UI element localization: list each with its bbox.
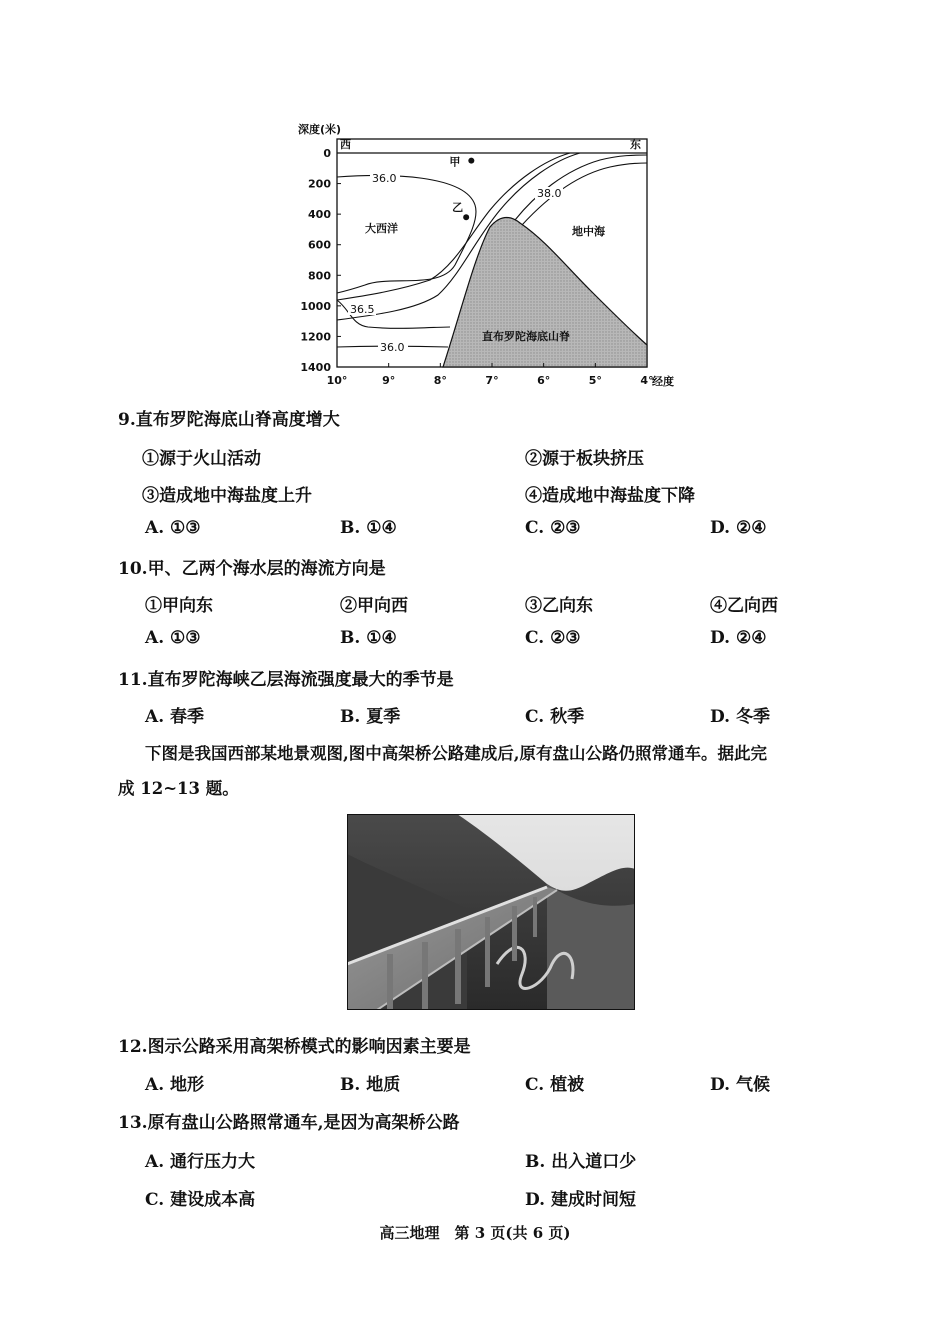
q10-statement-4: ④乙向西 [710, 596, 778, 616]
q12-option-c[interactable]: C. 植被 [525, 1075, 585, 1095]
q12-option-d[interactable]: D. 气候 [710, 1075, 770, 1095]
question-9-text: 直布罗陀海底山脊高度增大 [135, 410, 340, 430]
q13-option-b[interactable]: B. 出入道口少 [525, 1152, 637, 1172]
x-tick-label: 4° [640, 374, 654, 387]
q10-option-d[interactable]: D. ②④ [710, 628, 767, 648]
q13-option-d[interactable]: D. 建成时间短 [525, 1190, 636, 1210]
y-tick-group [300, 147, 341, 374]
seafloor-ridge [443, 217, 647, 367]
question-10-text: 甲、乙两个海水层的海流方向是 [147, 559, 386, 579]
q13-option-c[interactable]: C. 建设成本高 [145, 1190, 256, 1210]
question-10 [118, 554, 386, 579]
ocean-cross-section-chart [290, 115, 700, 395]
contour-38-0-a [515, 155, 647, 220]
q12-option-b[interactable]: B. 地质 [340, 1075, 401, 1095]
q13-option-a[interactable]: A. 通行压力大 [145, 1152, 256, 1172]
viaduct-landscape-photo [347, 814, 635, 1010]
x-tick-label: 7° [485, 374, 499, 387]
question-11-number: 11. [118, 670, 148, 690]
intro-line-2: 成 12~13 题。 [118, 779, 239, 798]
point-yi-label: 乙 [452, 201, 464, 215]
question-9 [118, 405, 340, 430]
x-tick-label: 8° [433, 374, 447, 387]
question-13-number: 13. [118, 1113, 148, 1133]
y-tick-label: 0 [323, 147, 331, 160]
q9-option-a[interactable]: A. ①③ [145, 518, 201, 538]
question-13-text: 原有盘山公路照常通车,是因为高架桥公路 [147, 1113, 460, 1133]
point-jia-label: 甲 [449, 155, 461, 169]
contour-label-38-0: 38.0 [537, 187, 562, 200]
q9-statement-3: ③造成地中海盐度上升 [142, 486, 312, 506]
x-axis-label: 经度 [652, 375, 674, 388]
q10-statement-3: ③乙向东 [525, 596, 593, 616]
q10-option-b[interactable]: B. ①④ [340, 628, 397, 648]
question-12-number: 12. [118, 1037, 148, 1057]
intro-line-1: 下图是我国西部某地景观图,图中高架桥公路建成后,原有盘山公路仍照常通车。据此完 [145, 744, 767, 763]
west-label: 西 [340, 138, 351, 151]
y-tick-label: 200 [308, 177, 331, 191]
x-tick-label: 9° [382, 374, 396, 387]
question-9-number: 9. [118, 410, 136, 430]
q11-option-c[interactable]: C. 秋季 [525, 707, 585, 727]
question-12-text: 图示公路采用高架桥模式的影响因素主要是 [147, 1037, 471, 1057]
contour-label-36-0-upper: 36.0 [372, 172, 397, 185]
page-footer: 高三地理 第 3 页(共 6 页) [379, 1224, 571, 1242]
q9-statement-4: ④造成地中海盐度下降 [525, 486, 695, 506]
x-tick-label: 6° [537, 374, 551, 387]
q10-statement-1: ①甲向东 [145, 596, 213, 616]
q11-option-a[interactable]: A. 春季 [145, 707, 205, 727]
point-jia [468, 158, 474, 164]
question-12 [118, 1032, 471, 1057]
question-11-text: 直布罗陀海峡乙层海流强度最大的季节是 [147, 670, 454, 690]
atlantic-label: 大西洋 [365, 222, 398, 235]
y-tick-label: 400 [308, 208, 331, 222]
q10-statement-2: ②甲向西 [340, 596, 408, 616]
east-label: 东 [630, 138, 641, 151]
question-13 [118, 1108, 460, 1133]
q10-option-a[interactable]: A. ①③ [145, 628, 201, 648]
q9-option-d[interactable]: D. ②④ [710, 518, 767, 538]
y-axis-label: 深度(米) [298, 123, 342, 136]
q9-statement-2: ②源于板块挤压 [525, 449, 644, 469]
y-tick-label: 1200 [300, 330, 331, 344]
contour-label-36-0-lower: 36.0 [380, 341, 405, 354]
y-tick-label: 1000 [300, 299, 331, 313]
x-tick-label: 10° [326, 374, 348, 387]
q9-option-b[interactable]: B. ①④ [340, 518, 397, 538]
q9-statement-1: ①源于火山活动 [142, 449, 261, 469]
ridge-label: 直布罗陀海底山脊 [482, 330, 570, 343]
q11-option-b[interactable]: B. 夏季 [340, 707, 401, 727]
q9-option-c[interactable]: C. ②③ [525, 518, 581, 538]
mediterranean-label: 地中海 [572, 225, 605, 238]
question-10-number: 10. [118, 559, 148, 579]
x-tick-label: 5° [588, 374, 602, 387]
question-11 [118, 665, 454, 690]
contour-label-36-5: 36.5 [350, 303, 375, 316]
y-tick-label: 600 [308, 238, 331, 252]
point-yi [463, 214, 469, 220]
q10-option-c[interactable]: C. ②③ [525, 628, 581, 648]
q12-option-a[interactable]: A. 地形 [145, 1075, 205, 1095]
y-tick-label: 1400 [300, 361, 331, 374]
y-tick-label: 800 [308, 269, 331, 283]
q11-option-d[interactable]: D. 冬季 [710, 707, 770, 727]
